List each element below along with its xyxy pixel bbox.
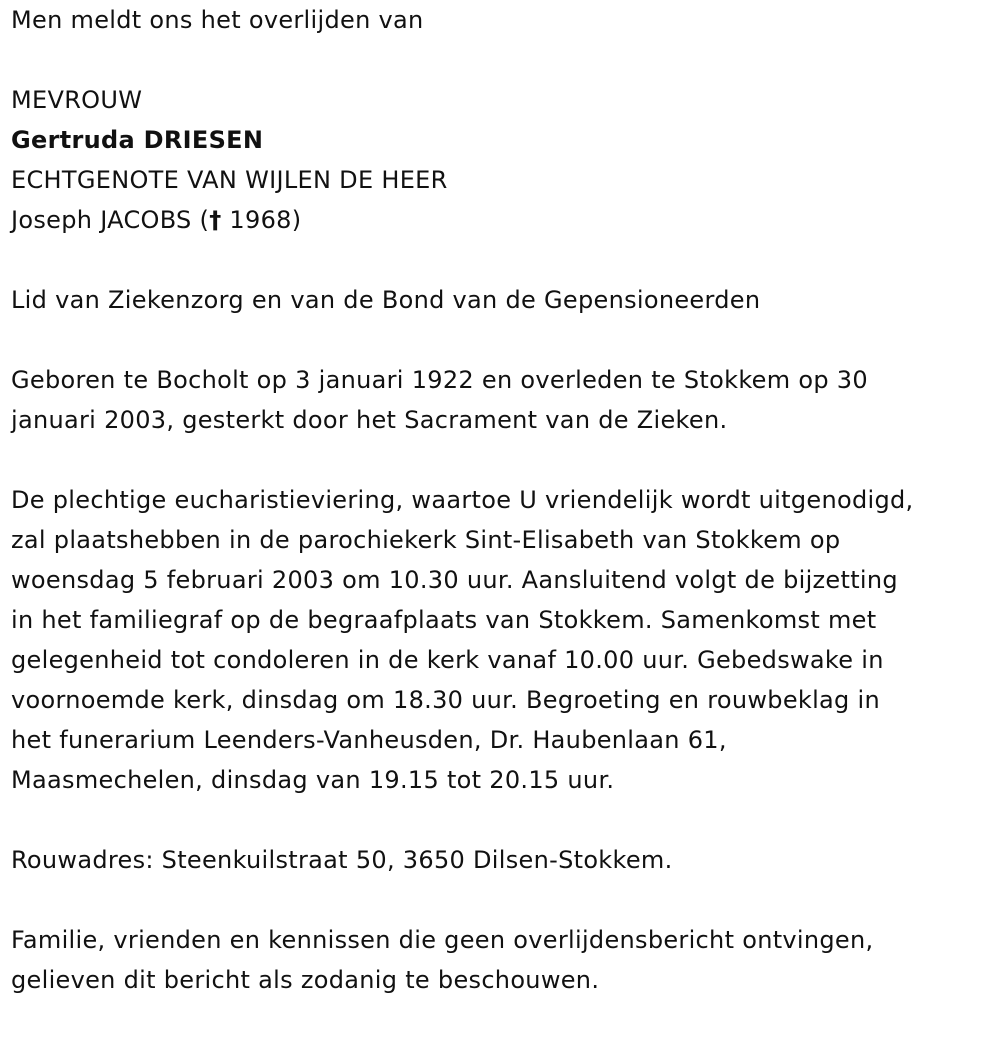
relation-line: ECHTGENOTE VAN WIJLEN DE HEER: [11, 166, 448, 194]
address-text: [11, 840, 996, 880]
closing-line: Familie, vrienden en kennissen die geen overlijdensbericht ontvingen,: [11, 926, 874, 954]
ceremony-line: De plechtige eucharistieviering, waartoe U vriendelijk wordt uitgenodigd,: [11, 486, 914, 514]
ceremony-line: Maasmechelen, dinsdag van 19.15 tot 20.15 uur.: [11, 766, 615, 794]
birth-death-paragraph: [11, 360, 996, 440]
ceremony-line: in het familiegraf op de begraafplaats van Stokkem. Samenkomst met: [11, 606, 877, 634]
deceased-block: [11, 80, 996, 240]
spouse-line: [11, 200, 996, 240]
spacer: [11, 40, 996, 80]
cross-icon: †: [209, 206, 222, 234]
address-line: Rouwadres: Steenkuilstraat 50, 3650 Dilsen-Stokkem.: [11, 846, 673, 874]
closing-paragraph: [11, 920, 996, 1000]
intro-text: [11, 0, 996, 40]
ceremony-line: gelegenheid tot condoleren in de kerk vanaf 10.00 uur. Gebedswake in: [11, 646, 884, 674]
ceremony-line: voornoemde kerk, dinsdag om 18.30 uur. Begroeting en rouwbeklag in: [11, 686, 880, 714]
spacer: [11, 240, 996, 280]
spacer: [11, 800, 996, 840]
spacer: [11, 440, 996, 480]
spouse-year: 1968): [221, 206, 302, 234]
intro-line: Men meldt ons het overlijden van: [11, 6, 424, 34]
spacer: [11, 320, 996, 360]
title-line: MEVROUW: [11, 86, 143, 114]
birth-death-line: Geboren te Bocholt op 3 januari 1922 en overleden te Stokkem op 30: [11, 366, 868, 394]
ceremony-line: het funerarium Leenders-Vanheusden, Dr. Haubenlaan 61,: [11, 726, 727, 754]
deceased-name: Gertruda DRIESEN: [11, 126, 264, 154]
membership-text: [11, 280, 996, 320]
spacer: [11, 880, 996, 920]
ceremony-line: zal plaatshebben in de parochiekerk Sint-Elisabeth van Stokkem op: [11, 526, 841, 554]
membership-line: Lid van Ziekenzorg en van de Bond van de Gepensioneerden: [11, 286, 761, 314]
birth-death-line: januari 2003, gesterkt door het Sacrament van de Zieken.: [11, 406, 728, 434]
obituary-notice: [11, 0, 996, 1000]
spouse-name: Joseph JACOBS (: [11, 206, 210, 234]
ceremony-line: woensdag 5 februari 2003 om 10.30 uur. Aansluitend volgt de bijzetting: [11, 566, 898, 594]
closing-line: gelieven dit bericht als zodanig te beschouwen.: [11, 966, 600, 994]
ceremony-paragraph: [11, 480, 996, 800]
